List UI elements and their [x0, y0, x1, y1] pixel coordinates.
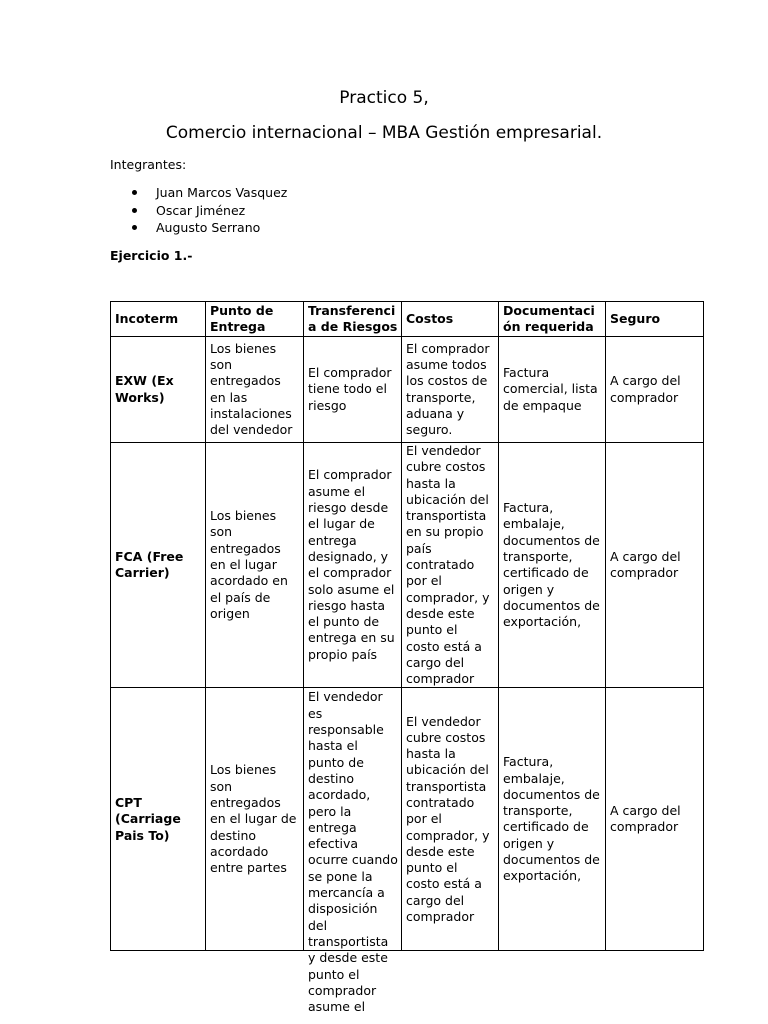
cell-incoterm: EXW (Ex Works) [111, 337, 206, 443]
header-transferencia: Transferencia de Riesgos [304, 302, 402, 337]
header-punto-entrega: Punto de Entrega [206, 302, 304, 337]
cell-documentacion: Factura comercial, lista de empaque [499, 337, 606, 443]
incoterms-table [110, 301, 704, 1015]
cell-transferencia [304, 688, 402, 1015]
document-title-line-1: Practico 5, [339, 88, 429, 108]
cell-documentacion: Factura, embalaje, documentos de transporte, certificado de origen y documentos de exportación, [499, 688, 606, 951]
header-documentacion: Documentación requerida [499, 302, 606, 337]
cell-costos: El vendedor cubre costos hasta la ubicación del transportista en su propio país contratado por el comprador, y desde este punto el costo está a cargo del comprador [402, 443, 499, 688]
members-list [110, 184, 287, 237]
cell-transferencia: El comprador asume el riesgo desde el lugar de entrega designado, y el comprador solo asume el riesgo hasta el punto de entrega en su propio país [304, 443, 402, 688]
cell-documentacion: Factura, embalaje, documentos de transporte, certificado de origen y documentos de exportación, [499, 443, 606, 688]
cell-punto-entrega: Los bienes son entregados en el lugar de destino acordado entre partes [206, 688, 304, 951]
table-row [111, 688, 704, 951]
table-header-row [111, 302, 704, 337]
header-incoterm: Incoterm [111, 302, 206, 337]
member-item: Oscar Jiménez [110, 202, 287, 220]
cell-incoterm: FCA (Free Carrier) [111, 443, 206, 688]
cell-costos: El vendedor cubre costos hasta la ubicación del transportista contratado por el comprador, y desde este punto el costo está a cargo del comprador [402, 688, 499, 951]
header-seguro: Seguro [606, 302, 704, 337]
table-row [111, 443, 704, 688]
member-item: Augusto Serrano [110, 219, 287, 237]
cell-incoterm: CPT (Carriage Pais To) [111, 688, 206, 951]
cell-seguro: A cargo del comprador [606, 443, 704, 688]
exercise-label: Ejercicio 1.- [110, 248, 193, 263]
cell-seguro: A cargo del comprador [606, 337, 704, 443]
table-row [111, 337, 704, 443]
cell-punto-entrega: Los bienes son entregados en las instalaciones del vendedor [206, 337, 304, 443]
cell-punto-entrega: Los bienes son entregados en el lugar acordado en el país de origen [206, 443, 304, 688]
document-title-line-2: Comercio internacional – MBA Gestión empresarial. [165, 123, 603, 143]
member-item: Juan Marcos Vasquez [110, 184, 287, 202]
cell-transferencia-text: El vendedor es responsable hasta el punto de destino acordado, pero la entrega efectiva ocurre cuando se pone la mercancía a disposición del transportista y desde este punto el comprador asume el [308, 689, 398, 1015]
cell-costos: El comprador asume todos los costos de transporte, aduana y seguro. [402, 337, 499, 443]
cell-transferencia: El comprador tiene todo el riesgo [304, 337, 402, 443]
cell-seguro: A cargo del comprador [606, 688, 704, 951]
members-label: Integrantes: [110, 157, 187, 172]
header-costos: Costos [402, 302, 499, 337]
